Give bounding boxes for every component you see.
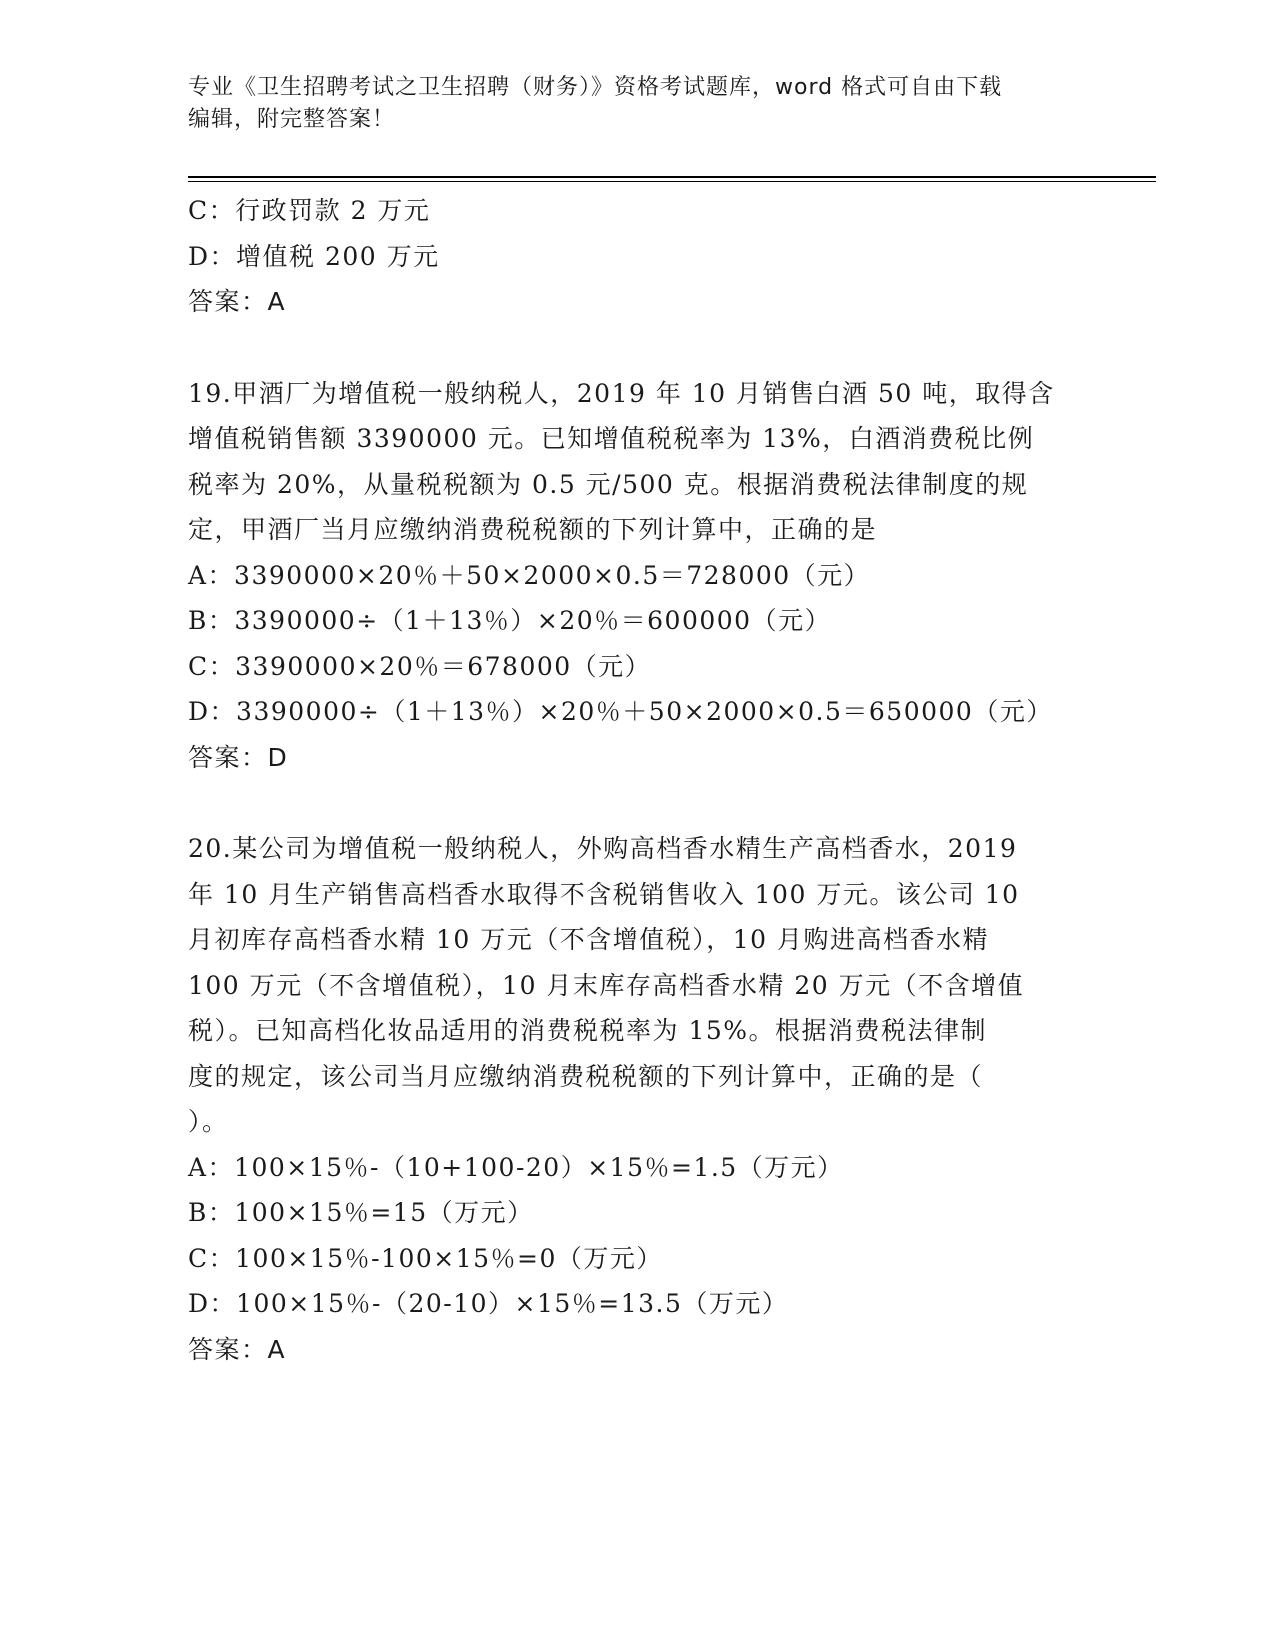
question-text-line: 度的规定，该公司当月应缴纳消费税税额的下列计算中，正确的是（ [188,1061,984,1091]
option-c: C：3390000×20％＝678000（元） [188,651,652,681]
question-text-line: 增值税销售额 3390000 元。已知增值税税率为 13%，白酒消费税比例 [188,424,1035,453]
option-a: A：3390000×20％＋50×2000×0.5＝728000（元） [188,560,871,590]
question-text-line: 税率为 20%，从量税税额为 0.5 元/500 克。根据消费税法律制度的规 [188,469,1029,499]
option-c: C：行政罚款 2 万元 [188,196,431,225]
option-d: D：3390000÷（1＋13％）×20％＋50×2000×0.5＝650000（元） [188,697,1053,726]
question-text-line: 定，甲酒厂当月应缴纳消费税税额的下列计算中，正确的是 [188,515,878,544]
question-text-line: ）。 [188,1107,229,1136]
question-text-line: 月初库存高档香水精 10 万元（不含增值税），10 月购进高档香水精 [188,925,989,954]
question-19 [188,371,1088,781]
question-text-line: 20.某公司为增值税一般纳税人，外购高档香水精生产高档香水，2019 [188,834,1018,863]
question-text-line: 19.甲酒厂为增值税一般纳税人，2019 年 10 月销售白酒 50 吨，取得含 [188,378,1055,408]
option-d: D：增值税 200 万元 [188,241,440,271]
header-line-2: 编辑，附完整答案！ [188,107,396,132]
question-text-line: 100 万元（不含增值税），10 月末库存高档香水精 20 万元（不含增值 [188,970,1025,1000]
answer-line: 答案：D [188,742,289,772]
question-20 [188,826,1088,1372]
answer-line: 答案：A [188,287,287,316]
page-content [188,188,1088,1372]
option-c: C：100×15％-100×15％=0（万元） [188,1243,663,1273]
spacer [188,780,1088,826]
page-header [188,72,1088,136]
option-d: D：100×15％-（20-10）×15％=13.5（万元） [188,1289,789,1318]
option-a: A：100×15％-（10+100-20）×15％=1.5（万元） [188,1152,844,1182]
question-text-line: 年 10 月生产销售高档香水取得不含税销售收入 100 万元。该公司 10 [188,879,1020,909]
spacer [188,325,1088,371]
header-divider-thick [188,176,1156,178]
answer-line: 答案：A [188,1334,287,1364]
option-b: B：3390000÷（1＋13％）×20％＝600000（元） [188,606,832,635]
option-b: B：100×15％=15（万元） [188,1198,534,1227]
question-text-line: 税）。已知高档化妆品适用的消费税税率为 15%。根据消费税法律制 [188,1016,988,1045]
header-line-1: 专业《卫生招聘考试之卫生招聘（财务）》资格考试题库，word 格式可自由下载 [188,75,1003,100]
previous-question-tail [188,188,1088,325]
header-divider-thin [188,181,1156,182]
